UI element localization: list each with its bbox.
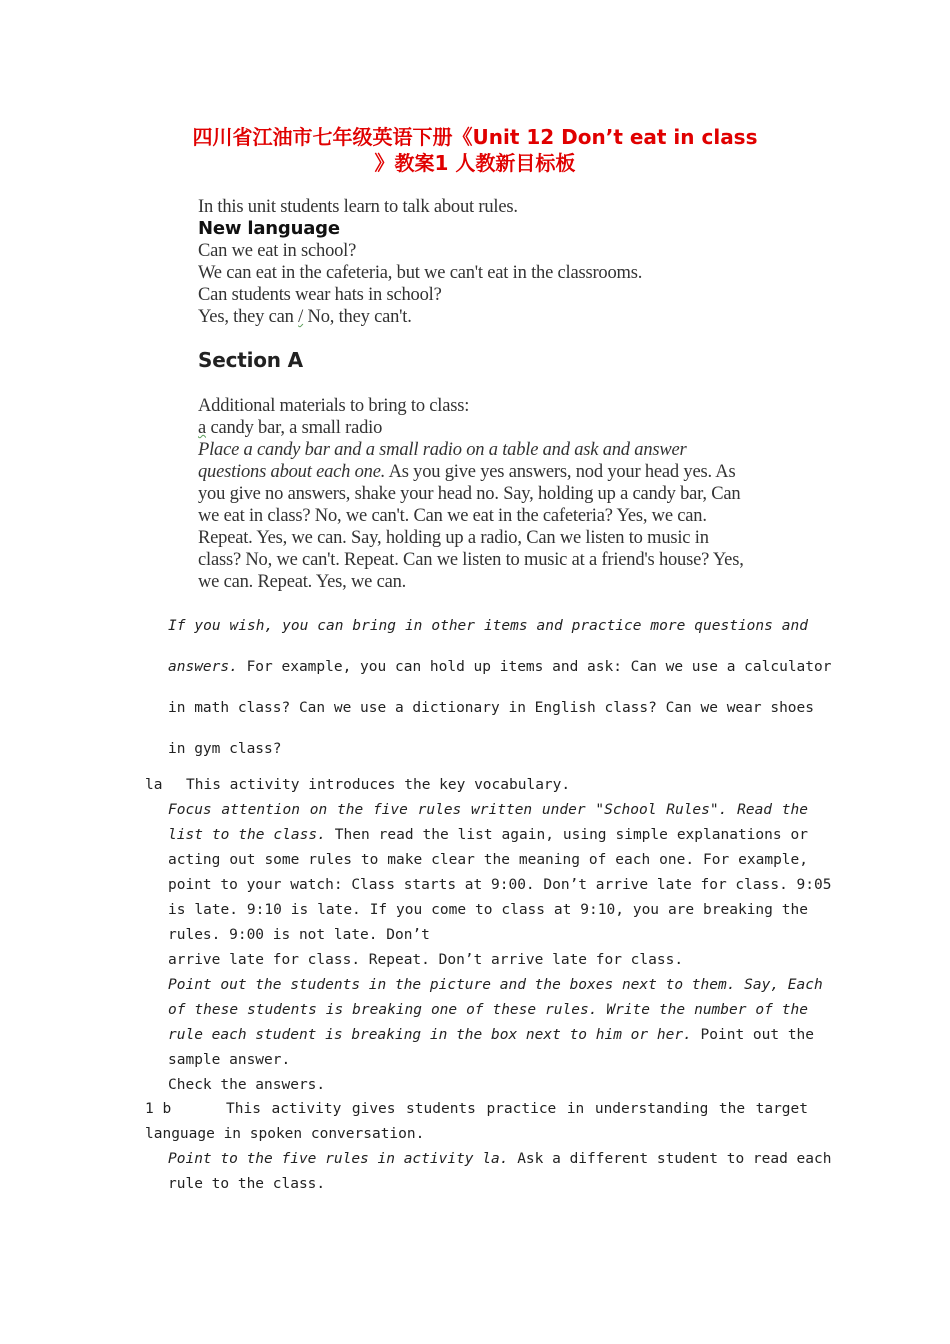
paragraph-line: we can. Repeat. Yes, we can.: [198, 572, 407, 592]
italic-text: answers.: [168, 659, 238, 675]
document-title-line-2: 》教案1 人教新目标板: [374, 151, 576, 175]
plain-text: For example, you can hold up items and ask: Can we use a calculator: [237, 659, 832, 675]
activity-1a-line: point to your watch: Class starts at 9:00. Don’t arrive late for class. 9:05: [168, 877, 832, 893]
italic-text: rule each student is breaking in the box next to him or her.: [168, 1027, 692, 1043]
italic-text: Point to the five rules in activity la.: [168, 1151, 509, 1167]
activity-1a-intro: This activity introduces the key vocabulary.: [186, 777, 571, 793]
plain-text: Ask a different student to read each: [508, 1151, 832, 1167]
paragraph-line: we eat in class? No, we can't. Can we eat in the cafeteria? Yes, we can.: [198, 506, 707, 526]
activity-1b-line: language in spoken conversation.: [145, 1126, 425, 1142]
section-a-body: [198, 395, 848, 593]
example-text: Yes, they can: [198, 307, 294, 327]
activity-1b-label: 1 b: [145, 1101, 172, 1117]
wish-line: If you wish, you can bring in other items and practice more questions and: [168, 618, 808, 634]
activity-1a-line: is late. 9:10 is late. If you come to class at 9:10, you are breaking the: [168, 902, 808, 918]
slash-mark: /: [298, 307, 304, 327]
paragraph-line: you give no answers, shake your head no. Say, holding up a candy bar, Can: [198, 484, 741, 504]
activity-1b-line: rule to the class.: [168, 1176, 326, 1192]
example-line: Can students wear hats in school?: [198, 285, 442, 305]
example-line: We can eat in the cafeteria, but we can't eat in the classrooms.: [198, 263, 643, 283]
activity-1a-line: of these students is breaking one of these rules. Write the number of the: [168, 1002, 808, 1018]
activity-1a-line: arrive late for class. Repeat. Don’t arrive late for class.: [168, 952, 684, 968]
wish-line: in gym class?: [168, 741, 282, 757]
materials-items: candy bar, a small radio: [206, 418, 383, 438]
plain-text: Then read the list again, using simple explanations or: [325, 827, 809, 843]
activity-1a-line: Check the answers.: [168, 1077, 326, 1093]
activity-1a-line: sample answer.: [168, 1052, 291, 1068]
unit-summary: In this unit students learn to talk about rules.: [198, 197, 518, 217]
example-line: Can we eat in school?: [198, 241, 357, 261]
example-line: [198, 306, 848, 328]
plain-text: Point out the: [691, 1027, 815, 1043]
materials-list: [198, 417, 848, 439]
activity-1a-label: la: [145, 777, 163, 793]
activity-1b-line: This activity gives students practice in understanding the target: [226, 1101, 808, 1117]
italic-text: questions about each one.: [198, 462, 386, 482]
activity-1a-line: [168, 1027, 815, 1043]
wish-line: in math class? Can we use a dictionary in English class? Can we wear shoes: [168, 700, 815, 716]
wish-line: [168, 659, 832, 675]
plain-text: As you give yes answers, nod your head yes. As: [385, 462, 736, 482]
activity-1a-line: Point out the students in the picture and the boxes next to them. Say, Each: [168, 977, 823, 993]
section-a-heading: Section A: [198, 348, 303, 372]
example-text: No, they can't.: [303, 307, 412, 327]
materials-article: a: [198, 418, 207, 438]
activity-1a-line: acting out some rules to make clear the meaning of each one. For example,: [168, 852, 808, 868]
activity-1a-line: Focus attention on the five rules written under "School Rules". Read the: [168, 802, 808, 818]
paragraph-line: class? No, we can't. Repeat. Can we listen to music at a friend's house? Yes,: [198, 550, 744, 570]
paragraph-line: Place a candy bar and a small radio on a table and ask and answer: [198, 440, 687, 460]
document-title-line-1: 四川省江油市七年级英语下册《Unit 12 Don’t eat in class: [192, 125, 758, 149]
activity-1a-line: rules. 9:00 is not late. Don’t: [168, 927, 430, 943]
paragraph-line: [198, 461, 848, 483]
materials-label: Additional materials to bring to class:: [198, 396, 470, 416]
activity-1a-line: [168, 827, 808, 843]
activity-1b-line: [168, 1151, 832, 1167]
new-language-heading: New language: [198, 218, 340, 239]
paragraph-line: Repeat. Yes, we can. Say, holding up a radio, Can we listen to music in: [198, 528, 709, 548]
scanned-excerpt: [198, 196, 848, 328]
italic-text: list to the class.: [168, 827, 326, 843]
